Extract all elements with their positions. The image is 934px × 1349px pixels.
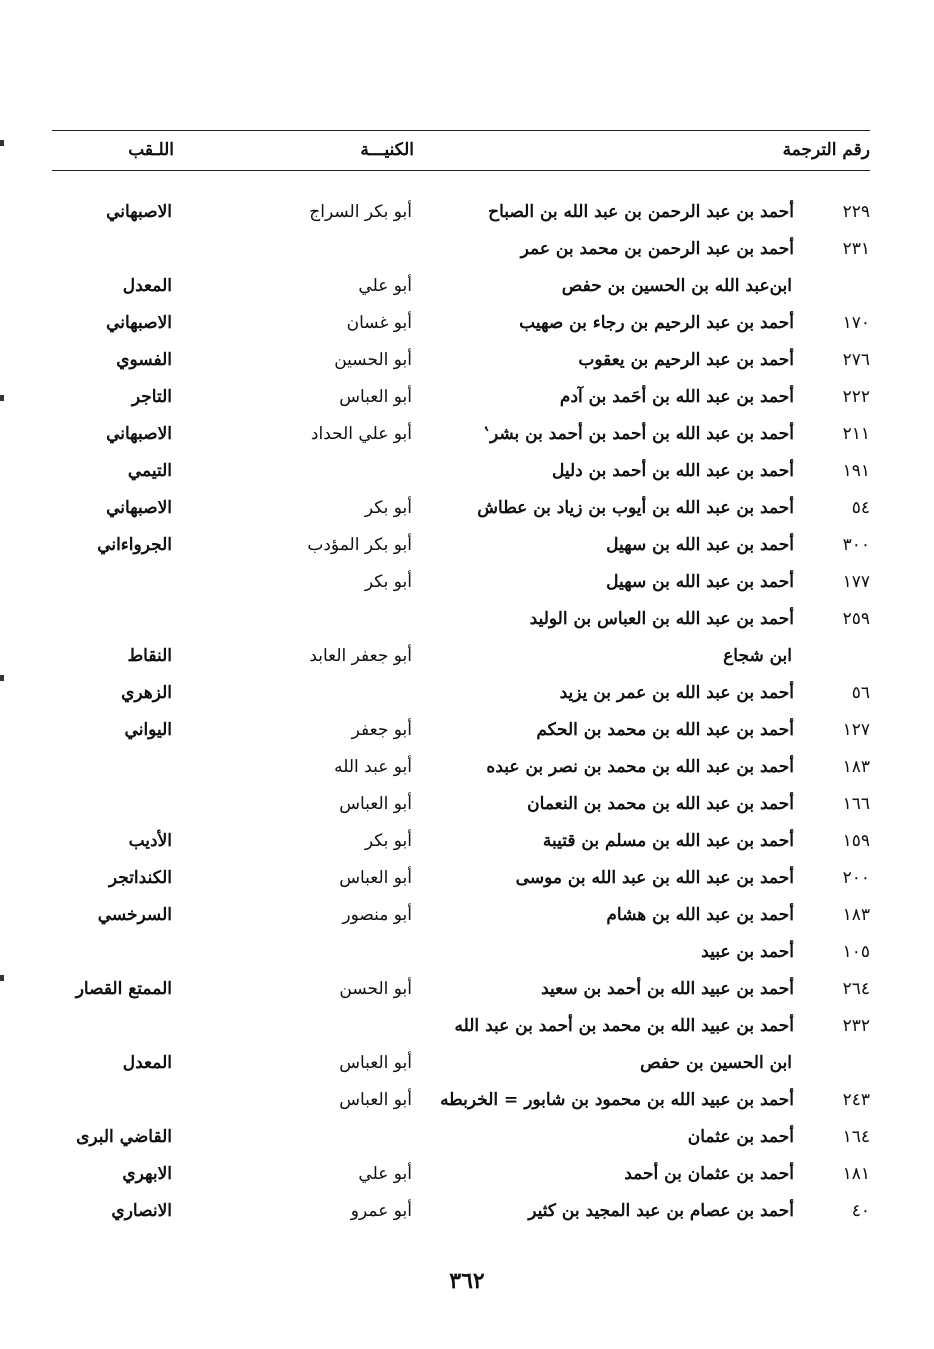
entry-kunya: أبو جعفر [351,720,412,740]
entry-row [0,498,934,535]
entry-laqab: اليواني [124,720,172,740]
entry-number: ١٧٧ [842,572,870,592]
entry-kunya: أبو بكر المؤدب [307,535,412,555]
entry-row [0,831,934,868]
entry-name: ابن الحسين بن حفص [640,1053,792,1073]
entry-kunya: أبو العباس [339,1090,412,1110]
entry-kunya: أبو الحسين [334,350,412,370]
entry-name: ابن‌عبد الله بن الحسين بن حفص [561,276,792,296]
entry-name: أحمد بن عبيد الله بن محمود بن شابور = الخربطه [440,1090,794,1110]
entry-row [0,1053,934,1090]
entry-row [0,1090,934,1127]
entry-row [0,1201,934,1238]
entry-name: أحمد بن عبيد [701,942,794,962]
entry-number: ٢١١ [842,424,870,444]
entry-kunya: أبو الحسن [339,979,412,999]
entry-number: ٤٠ [851,1201,870,1221]
entry-row [0,683,934,720]
entry-kunya: أبو علي الحداد [310,424,412,444]
entry-laqab: الاصبهاني [106,202,172,222]
entry-name: أحمد بن عبيد الله بن محمد بن أحمد بن عبد الله [454,1016,794,1036]
entry-name: أحمد بن عبد الله بن محمد بن نصر بن عبده [486,757,794,777]
entry-name: أحمد بن عبد الرحيم بن رجاء بن صهيب [519,313,794,333]
entry-number: ٥٦ [851,683,870,703]
entry-name: أحمد بن عبد الله بن العباس بن الوليد [529,609,794,629]
entry-row [0,535,934,572]
entry-laqab: النقاط [127,646,172,666]
entry-number: ٢٥٩ [842,609,870,629]
entry-row [0,276,934,313]
entry-name: أحمد بن عبد الله بن أحَمد بن آدم [559,387,794,407]
entry-row [0,646,934,683]
entry-row [0,239,934,276]
entry-number: ١٨٣ [842,905,870,925]
entry-name: أحمد بن عبد الله بن سهيل [606,535,794,555]
entry-kunya: أبو العباس [339,387,412,407]
entry-laqab: الجرواءاني [97,535,172,555]
entry-name: أحمد بن عبد الله بن أحمد بن دليل [551,461,794,481]
entry-kunya: أبو جعفر العابد [309,646,412,666]
header-top-rule [52,130,870,131]
entry-laqab: المعدل [122,276,172,296]
entry-number: ٢٣٢ [842,1016,870,1036]
entry-row [0,461,934,498]
entry-row [0,350,934,387]
scan-edge-mark [0,395,4,401]
entry-row [0,387,934,424]
entry-row [0,794,934,831]
entry-kunya: أبو علي [358,276,412,296]
entry-laqab: الممتع القصار [75,979,172,999]
entry-laqab: الانصاري [111,1201,172,1221]
entry-number: ١٦٦ [842,794,870,814]
entry-kunya: أبو العباس [339,868,412,888]
entry-number: ١٨١ [842,1164,870,1184]
entry-number: ١٧٠ [842,313,870,333]
entry-name: ابن شجاع [723,646,792,666]
entry-row [0,757,934,794]
entry-name: أحمد بن عبد الله بن عبد الله بن موسى [515,868,794,888]
entry-number: ١٦٤ [842,1127,870,1147]
entry-number: ٢٦٤ [842,979,870,999]
entry-number: ٢٧٦ [842,350,870,370]
entry-kunya: أبو العباس [339,1053,412,1073]
entry-name: أحمد بن عبد الله بن سهيل [606,572,794,592]
entry-row [0,1127,934,1164]
entry-laqab: الفسوي [116,350,172,370]
entry-row [0,868,934,905]
header-entry-number: رقم الترجمة [782,140,870,160]
entry-kunya: أبو بكر السراج [309,202,412,222]
entry-number: ١٠٥ [842,942,870,962]
entry-number: ٢٤٣ [842,1090,870,1110]
entry-kunya: أبو غسان [346,313,412,333]
scan-edge-mark [0,975,4,981]
entry-laqab: السرخسي [97,905,172,925]
entry-name: أحمد بن عبد الله بن هشام [606,905,794,925]
entry-number: ١٢٧ [842,720,870,740]
entry-laqab: الأديب [128,831,172,851]
entry-name: أحمد بن عبد الله بن أيوب بن زياد بن عطاش [477,498,794,518]
entry-kunya: أبو بكر [364,831,412,851]
entry-number: ١٩١ [842,461,870,481]
page-number: ٣٦٢ [449,1268,485,1294]
header-kunya: الكنيـــة [360,140,414,160]
entry-laqab: التيمي [127,461,172,481]
entry-kunya: أبو منصور [342,905,412,925]
entry-number: ٢٣١ [842,239,870,259]
entry-name: أحمد بن عبيد الله بن أحمد بن سعيد [541,979,794,999]
entry-laqab: المعدل [122,1053,172,1073]
entry-kunya: أبو علي [358,1164,412,1184]
entry-laqab: القاضي البرى [76,1127,172,1147]
entry-kunya: أبو العباس [339,794,412,814]
entry-number: ٢٠٠ [842,868,870,888]
header-laqab: اللـقب [128,140,174,160]
entry-row [0,572,934,609]
entry-name: أحمد بن عثمان [687,1127,794,1147]
entry-row [0,720,934,757]
entry-row [0,202,934,239]
entry-number: ١٥٩ [842,831,870,851]
entry-name: أحمد بن عصام بن عبد المجيد بن كثير [528,1201,794,1221]
entry-name: أحمد بن عبد الله بن محمد بن النعمان [527,794,794,814]
entry-row [0,1164,934,1201]
entry-row [0,979,934,1016]
entry-kunya: أبو بكر [364,498,412,518]
entry-row [0,1016,934,1053]
scan-edge-mark [0,140,4,146]
entry-laqab: الاصبهاني [106,424,172,444]
entry-laqab: الاصبهاني [106,498,172,518]
entry-laqab: الابهري [122,1164,172,1184]
entry-name: أحمد بن عبد الله بن أحمد بن أحمد بن بشر‛ [484,424,794,444]
entry-name: أحمد بن عبد الرحيم بن يعقوب [578,350,794,370]
entry-row [0,609,934,646]
entry-name: أحمد بن عبد الله بن مسلم بن قتيبة [542,831,794,851]
entry-row [0,313,934,350]
entry-laqab: الكنداتجر [108,868,172,888]
entry-row [0,424,934,461]
entry-number: ٥٤ [851,498,870,518]
entry-name: أحمد بن عثمان بن أحمد [624,1164,794,1184]
entry-kunya: أبو عمرو [350,1201,412,1221]
entry-number: ٢٢٢ [842,387,870,407]
entry-row [0,942,934,979]
entry-laqab: الزهري [121,683,172,703]
entry-name: أحمد بن عبد الرحمن بن محمد بن عمر [520,239,794,259]
entry-kunya: أبو بكر [364,572,412,592]
entry-kunya: أبو عبد الله [334,757,412,777]
entry-number: ٢٢٩ [842,202,870,222]
entry-name: أحمد بن عبد الله بن محمد بن الحكم [536,720,794,740]
entry-number: ٣٠٠ [842,535,870,555]
entry-laqab: الاصبهاني [106,313,172,333]
header-bottom-rule [52,170,870,171]
entry-name: أحمد بن عبد الرحمن بن عبد الله بن الصباح [488,202,794,222]
scan-edge-mark [0,675,4,681]
entry-laqab: التاجر [131,387,172,407]
entry-name: أحمد بن عبد الله بن عمر بن يزيد [559,683,794,703]
entry-number: ١٨٣ [842,757,870,777]
entry-row [0,905,934,942]
